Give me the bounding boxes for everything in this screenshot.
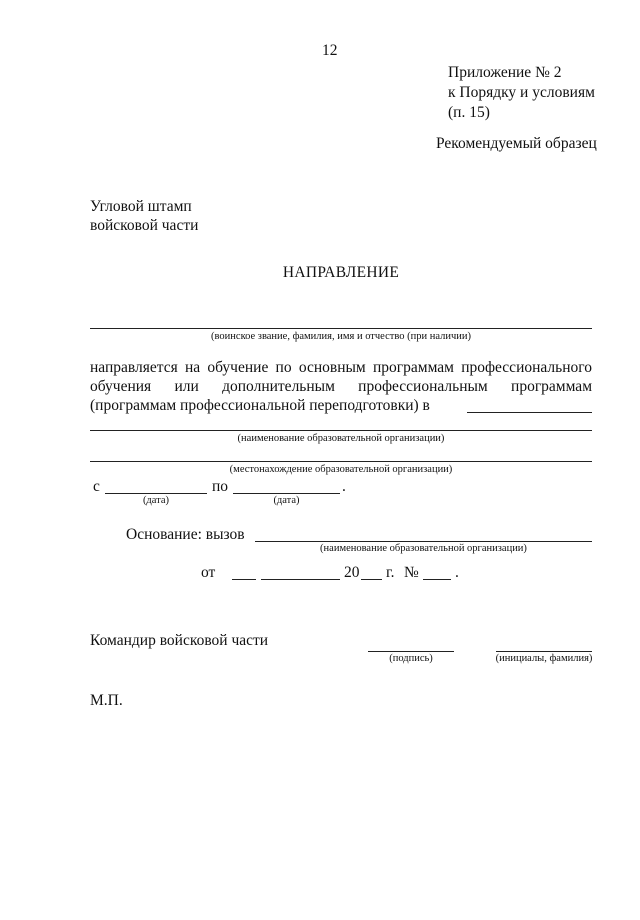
stamp-line-2: войсковой части (90, 217, 199, 234)
appendix-line-3: (п. 15) (448, 104, 490, 121)
dates-end-punct: . (342, 478, 346, 495)
body-line-2: обучения или дополнительным профессиональным программам (90, 378, 592, 395)
order-year-prefix: 20 (344, 564, 360, 581)
corner-stamp (90, 197, 198, 235)
basis-field-caption: (наименование образовательной организации) (320, 543, 527, 554)
org-name-field-line[interactable] (90, 430, 592, 431)
initials-caption: (инициалы, фамилия) (495, 653, 593, 664)
person-field-caption: (воинское звание, фамилия, имя и отчество (при наличии) (211, 331, 471, 342)
signature-caption: (подпись) (389, 653, 433, 664)
body-line-3: (программам профессиональной переподготовки) в (90, 397, 430, 414)
order-day-line[interactable] (232, 579, 256, 580)
document-title: НАПРАВЛЕНИЕ (282, 264, 400, 281)
org-location-field-line[interactable] (90, 461, 592, 462)
body-line-1: направляется на обучение по основным программам профессионального (90, 359, 592, 376)
sample-label: Рекомендуемый образец (436, 135, 597, 152)
order-end-punct: . (455, 564, 459, 581)
appendix-line-1: Приложение № 2 (448, 64, 562, 81)
body-paragraph (90, 358, 592, 415)
order-month-line[interactable] (261, 579, 340, 580)
appendix-header (448, 63, 595, 123)
date-from-caption: (дата) (142, 495, 170, 506)
initials-line[interactable] (496, 651, 592, 652)
order-number-label: № (404, 564, 419, 581)
org-name-caption: (наименование образовательной организации) (237, 433, 445, 444)
person-field-line[interactable] (90, 328, 592, 329)
seal-label: М.П. (90, 692, 123, 709)
date-to-caption: (дата) (273, 495, 300, 506)
date-to-label: по (212, 478, 229, 495)
date-from-line[interactable] (105, 493, 207, 494)
basis-label: Основание: вызов (126, 526, 245, 543)
order-from-label: от (201, 564, 216, 581)
institution-inline-line[interactable] (467, 412, 592, 413)
basis-field-line[interactable] (255, 541, 592, 542)
org-location-caption: (местонахождение образовательной организации) (229, 464, 453, 475)
stamp-line-1: Угловой штамп (90, 198, 192, 215)
order-year-line[interactable] (361, 579, 382, 580)
appendix-line-2: к Порядку и условиям (448, 84, 595, 101)
order-year-suffix: г. (386, 564, 395, 581)
order-number-line[interactable] (423, 579, 451, 580)
date-to-line[interactable] (233, 493, 340, 494)
page-number: 12 (322, 42, 338, 59)
date-from-label: с (93, 478, 100, 495)
commander-label: Командир войсковой части (90, 632, 269, 649)
signature-line[interactable] (368, 651, 454, 652)
